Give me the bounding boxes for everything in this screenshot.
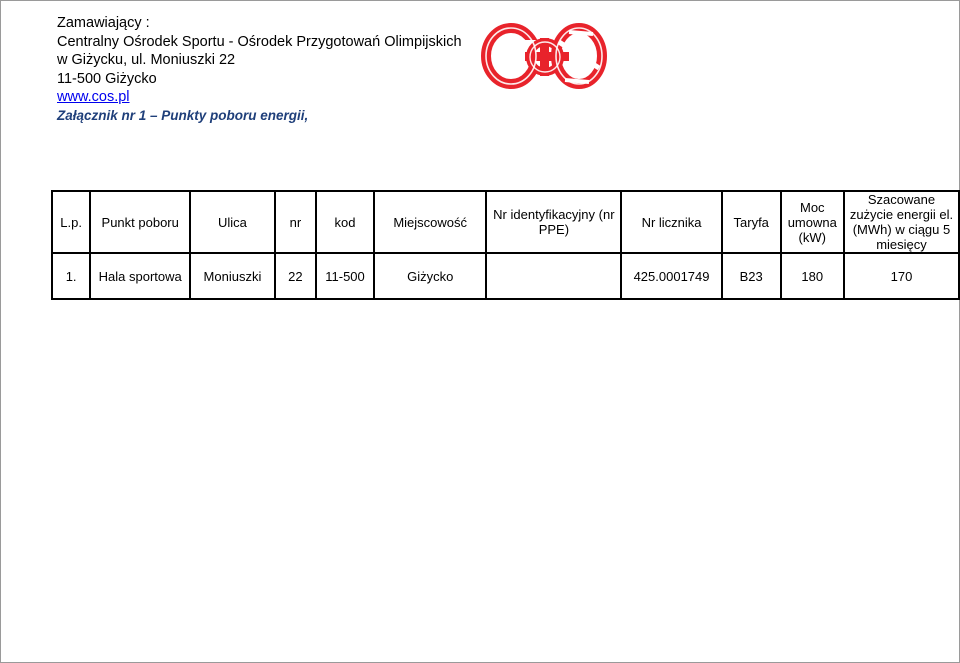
header-point: Punkt poboru bbox=[90, 191, 190, 253]
header-tariff: Taryfa bbox=[722, 191, 781, 253]
header-lp: L.p. bbox=[52, 191, 90, 253]
table-header-row bbox=[52, 191, 959, 253]
cell-ppe bbox=[486, 253, 621, 299]
ordering-party-block bbox=[57, 14, 462, 125]
header-code: kod bbox=[316, 191, 374, 253]
cos-logo bbox=[481, 22, 607, 92]
ordering-party-name: Centralny Ośrodek Sportu - Ośrodek Przygotowań Olimpijskich bbox=[57, 33, 462, 50]
cell-usage: 170 bbox=[844, 253, 959, 299]
cell-nr: 22 bbox=[275, 253, 316, 299]
cell-city: Giżycko bbox=[374, 253, 487, 299]
cell-lp: 1. bbox=[52, 253, 90, 299]
header-usage: Szacowane zużycie energii el. (MWh) w ciągu 5 miesięcy bbox=[844, 191, 959, 253]
header-nr: nr bbox=[275, 191, 316, 253]
header-city: Miejscowość bbox=[374, 191, 487, 253]
cell-meter: 425.0001749 bbox=[621, 253, 722, 299]
cell-code: 11-500 bbox=[316, 253, 374, 299]
cell-point: Hala sportowa bbox=[90, 253, 190, 299]
annex-title: Załącznik nr 1 – Punkty poboru energii, bbox=[57, 107, 309, 123]
cell-tariff: B23 bbox=[722, 253, 781, 299]
header-ppe: Nr identyfikacyjny (nr PPE) bbox=[486, 191, 621, 253]
header-meter: Nr licznika bbox=[621, 191, 722, 253]
table-row bbox=[52, 253, 959, 299]
cell-power: 180 bbox=[781, 253, 844, 299]
ordering-party-label: Zamawiający : bbox=[57, 15, 150, 31]
website-link[interactable]: www.cos.pl bbox=[57, 89, 130, 105]
ordering-party-address: w Giżycku, ul. Moniuszki 22 bbox=[57, 52, 236, 68]
header-street: Ulica bbox=[190, 191, 274, 253]
energy-points-table bbox=[51, 190, 960, 300]
ordering-party-postal-city: 11-500 Giżycko bbox=[57, 70, 157, 87]
cell-street: Moniuszki bbox=[190, 253, 274, 299]
header-power: Moc umowna (kW) bbox=[781, 191, 844, 253]
